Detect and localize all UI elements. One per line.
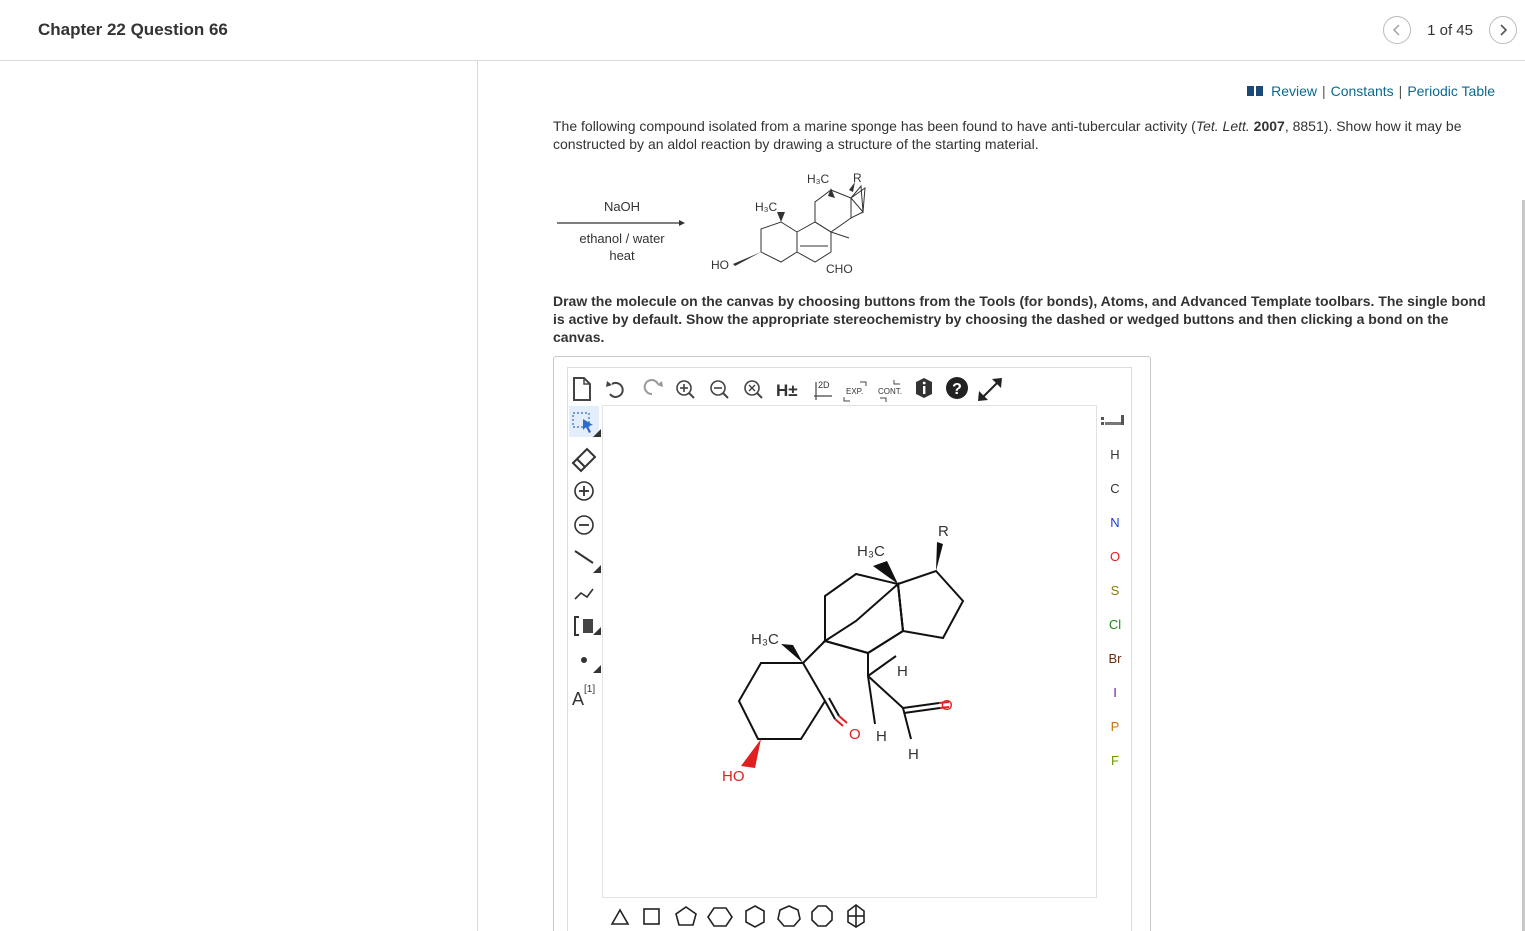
svg-text:?: ?	[952, 381, 962, 398]
h3c-label: H₃C	[755, 200, 778, 214]
eraser-tool-icon[interactable]	[573, 449, 595, 471]
question-text	[553, 117, 1493, 153]
cyclohexane-icon[interactable]	[708, 908, 732, 926]
undo-icon[interactable]	[606, 381, 623, 397]
cyclobutane-icon[interactable]	[644, 909, 659, 924]
chevron-right-icon	[1497, 24, 1509, 36]
clean-2d-button[interactable]	[814, 380, 832, 400]
atom-button-o[interactable]: O	[1109, 549, 1121, 564]
question-part: The following compound isolated from a marine sponge has been found to have anti-tubercular activity (	[553, 118, 1196, 134]
clean-2d-label: 2D	[818, 380, 830, 390]
radical-tool-icon[interactable]	[581, 657, 601, 673]
hydrogen-toggle-button[interactable]: H±	[776, 381, 798, 400]
header-bar	[0, 0, 1525, 61]
h-label: H	[897, 663, 908, 680]
cho-label: CHO	[826, 262, 853, 276]
contract-button[interactable]	[878, 380, 902, 402]
atom-button-s[interactable]: S	[1110, 583, 1120, 598]
periodic-table-link[interactable]: Periodic Table	[1407, 83, 1495, 99]
redo-icon[interactable]	[645, 380, 663, 394]
periodic-table-icon[interactable]	[1100, 413, 1126, 429]
r-label: R	[853, 171, 862, 185]
help-icon[interactable]	[946, 377, 968, 399]
page-count: 1 of 45	[1427, 21, 1473, 39]
question-part: , 8851). Show how it may be constructed by an aldol reaction by drawing a structure of the starting material.	[553, 118, 1462, 152]
atom-button-p[interactable]: P	[1110, 719, 1120, 734]
template-tool-icon[interactable]	[575, 617, 601, 635]
separator: |	[1321, 83, 1326, 99]
expand-label: EXP.	[846, 387, 864, 396]
top-toolbar	[568, 372, 1008, 404]
atom-label-tool[interactable]	[572, 684, 595, 709]
conditions-label: ethanol / water	[579, 231, 665, 246]
h3c-label: H₃C	[751, 631, 779, 648]
zoom-reset-icon[interactable]	[745, 381, 762, 398]
book-icon	[1247, 85, 1263, 97]
canvas-molecule	[603, 406, 1098, 899]
select-tool-icon[interactable]	[569, 406, 601, 437]
conditions-label: heat	[609, 248, 635, 263]
fullscreen-icon[interactable]	[978, 378, 1002, 401]
info-icon[interactable]	[916, 378, 932, 398]
atom-label-sup: [1]	[584, 684, 596, 695]
product-structure	[761, 186, 865, 262]
atom-button-i[interactable]: I	[1113, 685, 1117, 700]
oxygen-label: O	[849, 726, 861, 743]
benzene-icon[interactable]	[746, 906, 764, 927]
increase-charge-icon[interactable]	[575, 482, 593, 500]
atom-toolbar	[1098, 405, 1132, 785]
left-toolbar	[567, 405, 603, 725]
zoom-in-icon[interactable]	[677, 381, 694, 398]
decrease-charge-icon[interactable]	[575, 516, 593, 534]
chain-tool-icon[interactable]	[575, 589, 593, 599]
template-toolbar	[602, 900, 882, 931]
atom-label-text: A	[572, 689, 585, 709]
ho-label: HO	[711, 258, 729, 272]
atom-button-n[interactable]: N	[1110, 515, 1120, 530]
pager	[1383, 16, 1517, 44]
h-label: H	[908, 746, 919, 763]
new-document-icon[interactable]	[574, 378, 590, 400]
left-pane	[0, 61, 478, 931]
oxygen-label: O	[941, 697, 953, 714]
resource-links	[1247, 83, 1495, 99]
constants-link[interactable]: Constants	[1330, 83, 1394, 99]
review-link[interactable]: Review	[1271, 83, 1317, 99]
chevron-left-icon	[1391, 24, 1403, 36]
single-bond-tool-icon[interactable]	[575, 551, 601, 573]
adamantane-icon[interactable]	[848, 905, 864, 927]
h-label: H	[876, 728, 887, 745]
ho-label: HO	[722, 768, 745, 785]
next-button[interactable]	[1489, 16, 1517, 44]
cyclooctane-icon[interactable]	[812, 906, 832, 926]
h3c-label: H₃C	[807, 172, 830, 186]
prev-button[interactable]	[1383, 16, 1411, 44]
contract-label: CONT.	[878, 387, 902, 396]
expand-button[interactable]	[844, 382, 866, 401]
h3c-label: H₃C	[857, 543, 885, 560]
citation-journal: Tet. Lett.	[1195, 118, 1250, 134]
reagent-label: NaOH	[603, 199, 641, 214]
atom-button-f[interactable]: F	[1111, 753, 1119, 768]
r-label: R	[938, 523, 949, 540]
separator: |	[1398, 83, 1403, 99]
drawing-canvas[interactable]	[602, 405, 1097, 898]
atom-button-h[interactable]: H	[1110, 447, 1120, 462]
page-title: Chapter 22 Question 66	[38, 20, 228, 39]
cyclopentane-icon[interactable]	[676, 907, 696, 925]
cyclopropane-icon[interactable]	[612, 910, 628, 924]
atom-button-cl[interactable]: Cl	[1108, 617, 1122, 632]
atom-button-c[interactable]: C	[1110, 481, 1120, 496]
zoom-out-icon[interactable]	[711, 381, 728, 398]
instructions-text: Draw the molecule on the canvas by choosing buttons from the Tools (for bonds), Atoms, and Advanced Template toolbars. The single bond is active by default. Show the appropriate stereochemistry by choosing the dashed or wedged buttons and then clicking a bond on the canvas.	[553, 293, 1486, 345]
cycloheptane-icon[interactable]	[778, 906, 800, 926]
reaction-scheme	[553, 168, 893, 283]
citation-year: 2007	[1253, 118, 1285, 134]
atom-button-br[interactable]: Br	[1108, 651, 1122, 666]
